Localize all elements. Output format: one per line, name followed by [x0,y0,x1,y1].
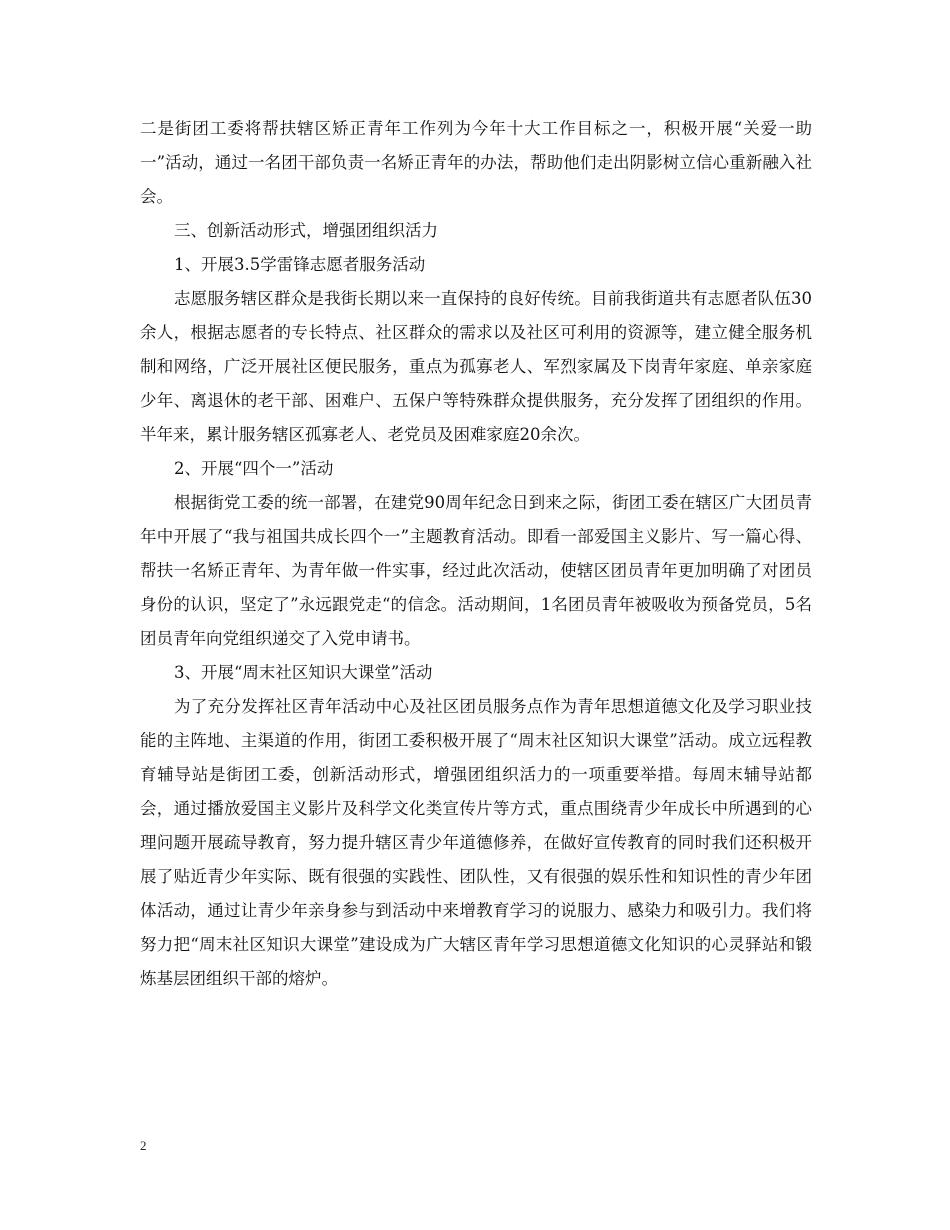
section-heading: 三、创新活动形式，增强团组织活力 [174,221,438,240]
paragraph-continuation: 二是街团工委将帮扶辖区矫正青年工作列为今年十大工作目标之一，积极开展“关爱一助一”活动，通过一名团干部负责一名矫正青年的办法，帮助他们走出阴影树立信心重新融入社会。 [140,119,812,206]
body-paragraph: 为了充分发挥社区青年活动中心及社区团员服务点作为青年思想道德文化及学习职业技能的主阵地、主渠道的作用，街团工委积极开展了“周末社区知识大课堂”活动。成立远程教育辅导站是街团工委，创新活动形式，增强团组织活力的一项重要举措。每周末辅导站都会，通过播放爱国主义影片及科学文化类宣传片等方式，重点围绕青少年成长中所遇到的心理问题开展疏导教育，努力提升辖区青少年道德修养，在做好宣传教育的同时我们还积极开展了贴近青少年实际、既有很强的实践性、团队性，又有很强的娱乐性和知识性的青少年团体活动，通过让青少年亲身参与到活动中来增教育学习的说服力、感染力和吸引力。我们将努力把“周末社区知识大课堂”建设成为广大辖区青年学习思想道德文化知识的心灵驿站和锻炼基层团组织干部的熔炉。 [140,697,812,988]
subsection-heading: 3、开展“周末社区知识大课堂”活动 [174,663,433,682]
body-paragraph: 根据街党工委的统一部署，在建党90周年纪念日到来之际，街团工委在辖区广大团员青年中开展了“我与祖国共成长四个一”主题教育活动。即看一部爱国主义影片、写一篇心得、帮扶一名矫正青年、为青年做一件实事，经过此次活动，使辖区团员青年更加明确了对团员身份的认识，坚定了”永远跟党走“的信念。活动期间，1名团员青年被吸收为预备党员，5名团员青年向党组织递交了入党申请书。 [140,493,812,648]
page-number: 2 [140,1138,147,1153]
subsection-heading: 1、开展3.5学雷锋志愿者服务活动 [174,255,426,274]
subsection-heading: 2、开展“四个一”活动 [174,459,334,478]
body-paragraph: 志愿服务辖区群众是我街长期以来一直保持的良好传统。目前我街道共有志愿者队伍30余人，根据志愿者的专长特点、社区群众的需求以及社区可利用的资源等，建立健全服务机制和网络，广泛开展社区便民服务，重点为孤寡老人、军烈家属及下岗青年家庭、单亲家庭少年、离退休的老干部、困难户、五保户等特殊群众提供服务，充分发挥了团组织的作用。半年来，累计服务辖区孤寡老人、老党员及困难家庭20余次。 [140,289,812,444]
document-body [140,112,812,996]
